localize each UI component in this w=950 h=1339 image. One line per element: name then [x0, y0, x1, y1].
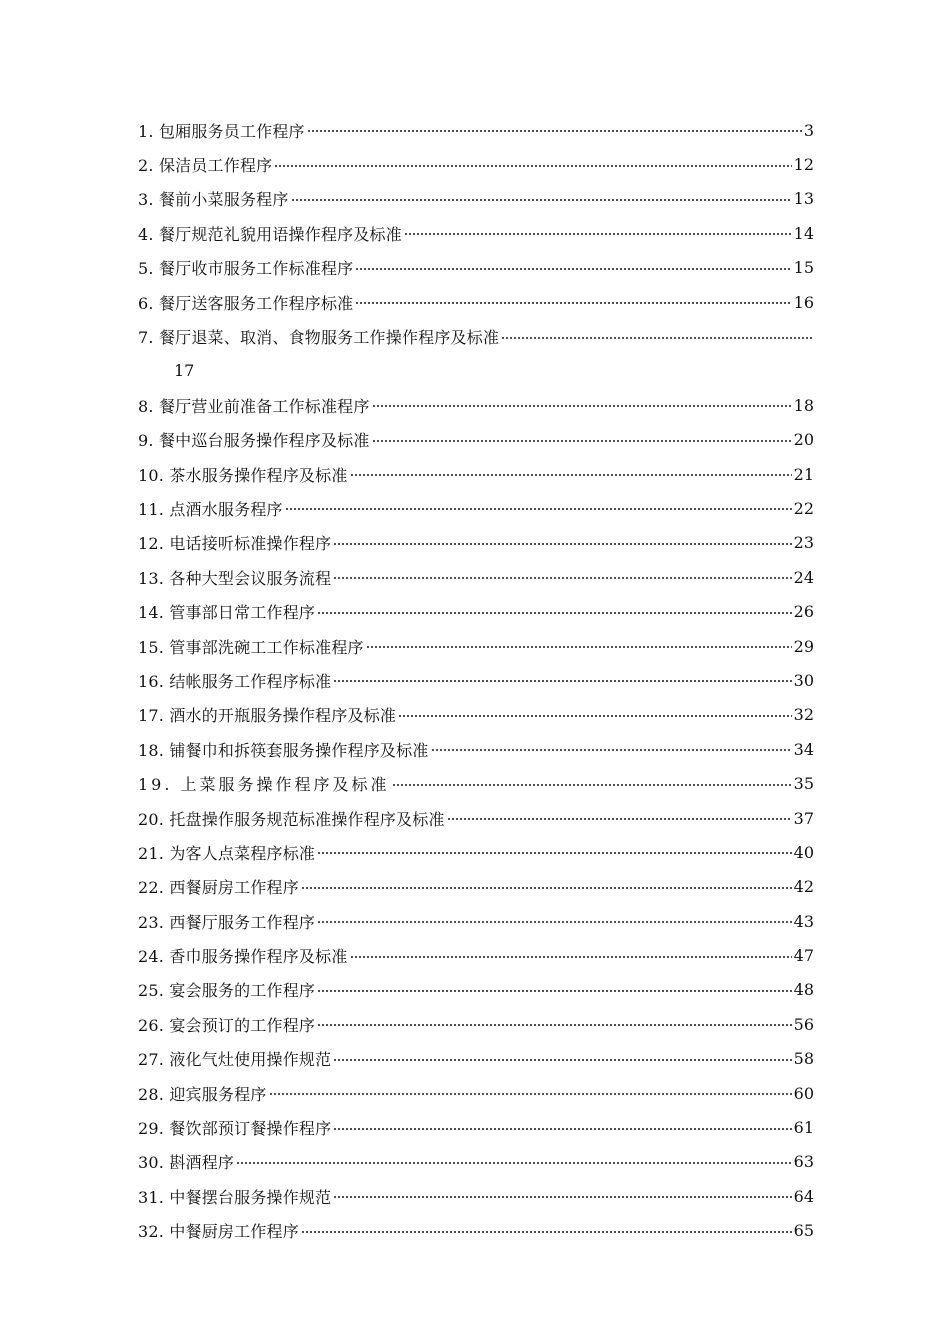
toc-entry-title: 28. 迎宾服务程序: [138, 1084, 267, 1104]
toc-entry-title: 32. 中餐厨房工作程序: [138, 1222, 299, 1242]
toc-entry-page: 43: [793, 911, 814, 931]
toc-entry-title: 17. 酒水的开瓶服务操作程序及标准: [138, 706, 397, 726]
dot-leader: [301, 1229, 792, 1235]
toc-entry[interactable]: [138, 251, 814, 285]
toc-entry[interactable]: [138, 732, 814, 766]
toc-entry[interactable]: [138, 973, 814, 1007]
toc-entry-page: 32: [793, 705, 814, 725]
toc-entry-page: 13: [793, 189, 814, 209]
toc-entry-title: 2. 保洁员工作程序: [138, 156, 273, 176]
dot-leader: [333, 678, 791, 684]
toc-entry-page: 14: [793, 223, 814, 243]
dot-leader: [372, 403, 792, 409]
toc-entry[interactable]: [138, 457, 814, 491]
toc-entry[interactable]: [138, 1042, 814, 1076]
dot-leader: [317, 850, 792, 856]
toc-entry-title: 25. 宴会服务的工作程序: [138, 981, 316, 1001]
dot-leader: [269, 1091, 792, 1097]
toc-entry-title: 16. 结帐服务工作程序标准: [138, 671, 332, 691]
dot-leader: [501, 335, 812, 341]
toc-entry[interactable]: [138, 182, 814, 216]
toc-entry[interactable]: [138, 388, 814, 422]
toc-entry-page: 58: [793, 1049, 814, 1069]
toc-entry-title: 19. 上菜服务操作程序及标准: [138, 775, 390, 795]
toc-entry[interactable]: [138, 423, 814, 457]
dot-leader: [350, 472, 792, 478]
toc-entry-title: 18. 铺餐巾和拆筷套服务操作程序及标准: [138, 740, 429, 760]
toc-entry-title: 12. 电话接听标准操作程序: [138, 534, 332, 554]
dot-leader: [372, 438, 792, 444]
toc-entry[interactable]: [138, 1179, 814, 1213]
dot-leader: [333, 1194, 791, 1200]
dot-leader: [333, 1126, 791, 1132]
toc-entry-page: 42: [793, 877, 814, 897]
toc-entry[interactable]: [138, 698, 814, 732]
toc-entry-page: 30: [793, 670, 814, 690]
toc-entry-title: 5. 餐厅收市服务工作标准程序: [138, 259, 354, 279]
toc-entry-page: 15: [793, 258, 814, 278]
toc-entry-page: 17: [174, 361, 195, 381]
toc-entry-page: 21: [793, 464, 814, 484]
toc-entry-page: 24: [793, 567, 814, 587]
toc-entry-title: 21. 为客人点菜程序标准: [138, 843, 316, 863]
toc-entry-title: 8. 餐厅营业前准备工作标准程序: [138, 396, 370, 416]
toc-entry[interactable]: [138, 870, 814, 904]
toc-entry-title: 29. 餐饮部预订餐操作程序: [138, 1119, 332, 1139]
toc-entry-page: 3: [803, 120, 814, 140]
dot-leader: [291, 197, 792, 203]
toc-entry-page: 48: [793, 980, 814, 1000]
toc-entry-page: 18: [793, 395, 814, 415]
toc-entry-title: 31. 中餐摆台服务操作规范: [138, 1187, 332, 1207]
toc-entry[interactable]: [138, 526, 814, 560]
toc-entry-title: 11. 点酒水服务程序: [138, 499, 283, 519]
toc-entry-page: 35: [793, 774, 814, 794]
dot-leader: [350, 954, 792, 960]
toc-entry-title: 1. 包厢服务员工作程序: [138, 121, 305, 141]
toc-entry-page: 20: [793, 430, 814, 450]
toc-entry-page: 29: [793, 636, 814, 656]
dot-leader: [404, 231, 792, 237]
toc-entry-page: 64: [793, 1186, 814, 1206]
toc-entry[interactable]: [138, 560, 814, 594]
toc-entry-page: 61: [793, 1118, 814, 1138]
toc-entry-page: 63: [793, 1152, 814, 1172]
toc-entry-title: 9. 餐中巡台服务操作程序及标准: [138, 431, 370, 451]
toc-entry[interactable]: [138, 216, 814, 250]
dot-leader: [355, 300, 791, 306]
toc-entry-title: 30. 斟酒程序: [138, 1153, 235, 1173]
toc-entry[interactable]: [138, 594, 814, 628]
toc-entry-title: 3. 餐前小菜服务程序: [138, 190, 289, 210]
toc-entry[interactable]: [138, 629, 814, 663]
toc-entry[interactable]: [138, 801, 814, 835]
toc-entry[interactable]: [138, 1007, 814, 1041]
toc-entry-title: 26. 宴会预订的工作程序: [138, 1015, 316, 1035]
dot-leader: [301, 885, 792, 891]
toc-entry-page: 60: [793, 1083, 814, 1103]
toc-entry-page: 40: [793, 842, 814, 862]
dot-leader: [333, 1057, 791, 1063]
toc-entry[interactable]: [138, 1110, 814, 1144]
toc-entry[interactable]: [138, 835, 814, 869]
dot-leader: [447, 816, 792, 822]
dot-leader: [307, 128, 802, 134]
dot-leader: [317, 1022, 792, 1028]
toc-entry-title: 23. 西餐厅服务工作程序: [138, 912, 316, 932]
dot-leader: [333, 575, 791, 581]
dot-leader: [274, 163, 791, 169]
toc-entry[interactable]: [138, 766, 814, 800]
toc-entry-title: 15. 管事部洗碗工工作标准程序: [138, 637, 364, 657]
toc-entry-page: 47: [793, 946, 814, 966]
toc-entry[interactable]: [138, 904, 814, 938]
dot-leader: [355, 266, 791, 272]
toc-entry-page: 16: [793, 292, 814, 312]
toc-entry-page: 34: [793, 739, 814, 759]
dot-leader: [317, 919, 792, 925]
toc-entry-page: 23: [793, 533, 814, 553]
dot-leader: [333, 541, 791, 547]
toc-entry-title: 4. 餐厅规范礼貌用语操作程序及标准: [138, 224, 402, 244]
toc-entry-page: 12: [793, 155, 814, 175]
toc-entry-title: 20. 托盘操作服务规范标准操作程序及标准: [138, 809, 445, 829]
dot-leader: [398, 713, 792, 719]
toc-entry-title: 24. 香巾服务操作程序及标准: [138, 947, 348, 967]
toc-entry[interactable]: [138, 663, 814, 697]
toc-entry-page: 65: [793, 1221, 814, 1241]
toc-entry-page: 56: [793, 1014, 814, 1034]
toc-entry-title: 14. 管事部日常工作程序: [138, 603, 316, 623]
toc-entry[interactable]: [138, 285, 814, 319]
dot-leader: [317, 610, 792, 616]
toc-entry[interactable]: [138, 113, 814, 147]
toc-entry[interactable]: [138, 491, 814, 525]
dot-leader: [285, 506, 792, 512]
toc-entry-title: 7. 餐厅退菜、取消、食物服务工作操作程序及标准: [138, 328, 500, 348]
toc-entry-page: 37: [793, 808, 814, 828]
dot-leader: [431, 747, 792, 753]
table-of-contents: [138, 113, 814, 1248]
dot-leader: [392, 782, 792, 788]
dot-leader: [236, 1160, 792, 1166]
toc-entry[interactable]: [138, 1076, 814, 1110]
dot-leader: [317, 988, 792, 994]
toc-entry-title: 10. 茶水服务操作程序及标准: [138, 465, 348, 485]
toc-entry-title: 6. 餐厅送客服务工作程序标准: [138, 293, 354, 313]
toc-entry-title: 22. 西餐厨房工作程序: [138, 878, 299, 898]
toc-entry-page: 22: [793, 498, 814, 518]
toc-entry[interactable]: [138, 1145, 814, 1179]
dot-leader: [366, 644, 792, 650]
toc-entry[interactable]: [138, 147, 814, 181]
toc-entry[interactable]: [138, 938, 814, 972]
toc-entry[interactable]: [138, 319, 814, 353]
toc-entry[interactable]: [138, 1214, 814, 1248]
toc-entry-title: 13. 各种大型会议服务流程: [138, 568, 332, 588]
toc-entry-title: 27. 液化气灶使用操作规范: [138, 1050, 332, 1070]
toc-entry-page-wrapped: [138, 354, 814, 388]
toc-entry-page: 26: [793, 602, 814, 622]
